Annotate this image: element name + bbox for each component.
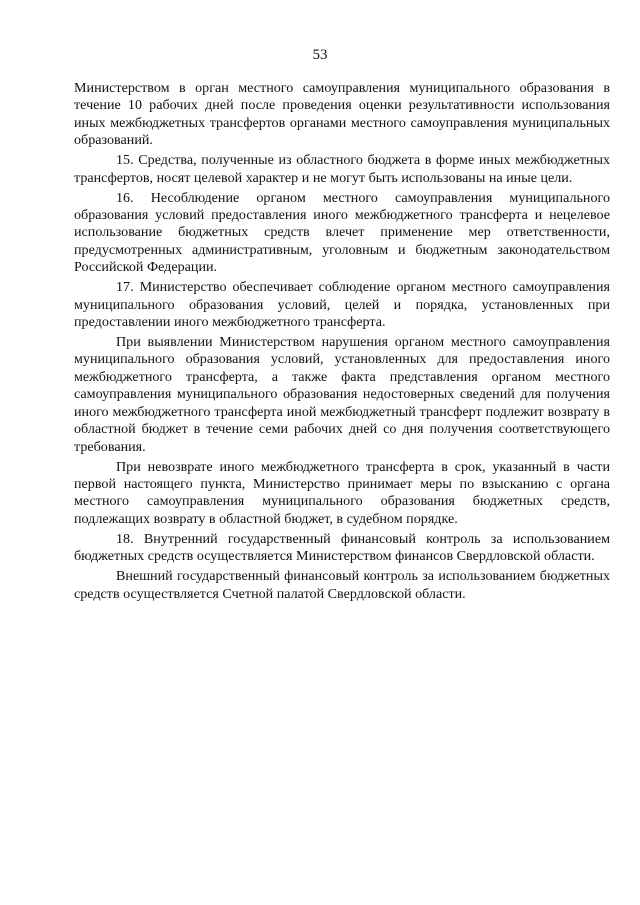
paragraph-item-18: 18. Внутренний государственный финансовый контроль за использованием бюджетных средств осуществляется Министерством финансов Свердловской области. bbox=[74, 530, 610, 565]
paragraph-item-16: 16. Несоблюдение органом местного самоуправления муниципального образования условий предоставления иного межбюджетного трансферта и нецелевое использование бюджетных средств влечет применение мер ответственности, предусмотренных административным, уголовным и бюджетным законодательством Российской Федерации. bbox=[74, 189, 610, 276]
page-number: 53 bbox=[312, 47, 328, 63]
paragraph-item-17: 17. Министерство обеспечивает соблюдение органом местного самоуправления муниципального образования условий, целей и порядка, установленных при предоставлении иного межбюджетного трансферта. bbox=[74, 279, 610, 331]
paragraph-non-return-recovery: При невозврате иного межбюджетного трансферта в срок, указанный в части первой настоящего пункта, Министерство принимает меры по взысканию с органа местного самоуправления муниципального образования бюджетных средств, подлежащих возврату в областной бюджет, в судебном порядке. bbox=[74, 458, 610, 527]
paragraph-violation-return: При выявлении Министерством нарушения органом местного самоуправления муниципального образования условий, установленных для предоставления иного межбюджетного трансферта, а также факта представления органом местного самоуправления муниципального образования недостоверных сведений для получения иного межбюджетного трансферта иной межбюджетный трансферт подлежит возврату в областной бюджет в течение семи рабочих дней со дня получения соответствующего требования. bbox=[74, 334, 610, 455]
document-body bbox=[74, 80, 610, 603]
paragraph-continuation: Министерством в орган местного самоуправления муниципального образования в течение 10 рабочих дней после проведения оценки результативности использования иных межбюджетных трансфертов органами местного самоуправления муниципальных образований. bbox=[74, 80, 610, 149]
paragraph-external-control: Внешний государственный финансовый контроль за использованием бюджетных средств осуществляется Счетной палатой Свердловской области. bbox=[74, 568, 610, 602]
paragraph-item-15: 15. Средства, полученные из областного бюджета в форме иных межбюджетных трансфертов, носят целевой характер и не могут быть использованы на иные цели. bbox=[74, 152, 610, 186]
